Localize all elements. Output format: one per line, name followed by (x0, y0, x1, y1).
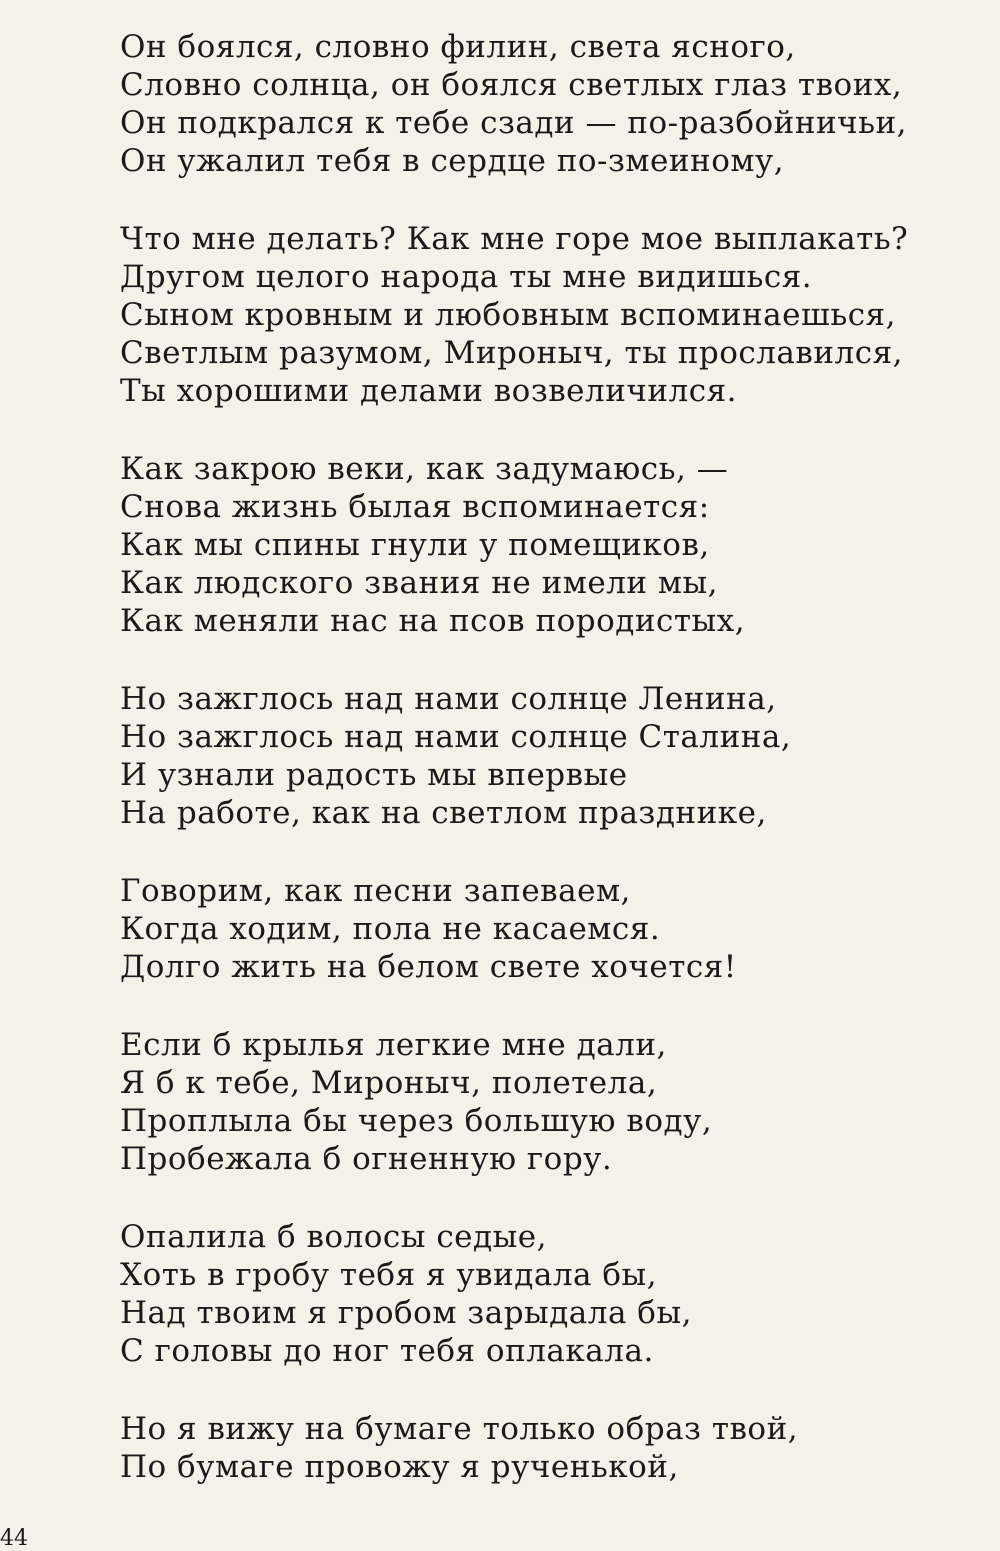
poem-text (120, 28, 980, 1526)
poem-line: Как мы спины гнули у помещиков, (120, 527, 710, 563)
poem-line: Он боялся, словно филин, света ясного, (120, 29, 796, 65)
page-number: 44 (0, 1526, 28, 1551)
poem-line: Но зажглось над нами солнце Сталина, (120, 719, 792, 755)
poem-line: Ты хорошими делами возвеличился. (120, 373, 738, 409)
stanza (120, 1026, 980, 1178)
poem-line: Когда ходим, пола не касаемся. (120, 911, 661, 947)
stanza (120, 872, 980, 986)
poem-line: Как закрою веки, как задумаюсь, — (120, 451, 729, 487)
stanza (120, 1218, 980, 1370)
poem-line: Пробежала б огненную гору. (120, 1141, 613, 1177)
poem-line: И узнали радость мы впервые (120, 757, 628, 793)
poem-line: Что мне делать? Как мне горе мое выплакать? (120, 221, 909, 257)
poem-line: Говорим, как песни запеваем, (120, 873, 631, 909)
poem-line: Светлым разумом, Мироныч, ты прославился, (120, 335, 903, 371)
poem-line: По бумаге провожу я рученькой, (120, 1449, 679, 1485)
stanza (120, 680, 980, 832)
stanza (120, 220, 980, 410)
poem-line: Опалила б волосы седые, (120, 1219, 547, 1255)
stanza (120, 28, 980, 180)
poem-line: Долго жить на белом свете хочется! (120, 949, 737, 985)
poem-line: С головы до ног тебя оплакала. (120, 1333, 654, 1369)
stanza (120, 450, 980, 640)
poem-line: Сыном кровным и любовным вспоминаешься, (120, 297, 896, 333)
poem-line: Но я вижу на бумаге только образ твой, (120, 1411, 799, 1447)
poem-line: Я б к тебе, Мироныч, полетела, (120, 1065, 658, 1101)
poem-line: Как людского звания не имели мы, (120, 565, 719, 601)
poem-line: Он подкрался к тебе сзади — по-разбойничьи, (120, 105, 908, 141)
stanza (120, 1410, 980, 1486)
poem-line: Хоть в гробу тебя я увидала бы, (120, 1257, 658, 1293)
poem-line: Над твоим я гробом зарыдала бы, (120, 1295, 693, 1331)
poem-line: Проплыла бы через большую воду, (120, 1103, 713, 1139)
poem-line: Если б крылья легкие мне дали, (120, 1027, 667, 1063)
poem-line: Но зажглось над нами солнце Ленина, (120, 681, 777, 717)
poem-line: Другом целого народа ты мне видишься. (120, 259, 813, 295)
poem-line: Словно солнца, он боялся светлых глаз твоих, (120, 67, 903, 103)
poem-line: Как меняли нас на псов породистых, (120, 603, 746, 639)
poem-line: На работе, как на светлом празднике, (120, 795, 767, 831)
poem-line: Снова жизнь былая вспоминается: (120, 489, 710, 525)
poem-line: Он ужалил тебя в сердце по-змеиному, (120, 143, 785, 179)
